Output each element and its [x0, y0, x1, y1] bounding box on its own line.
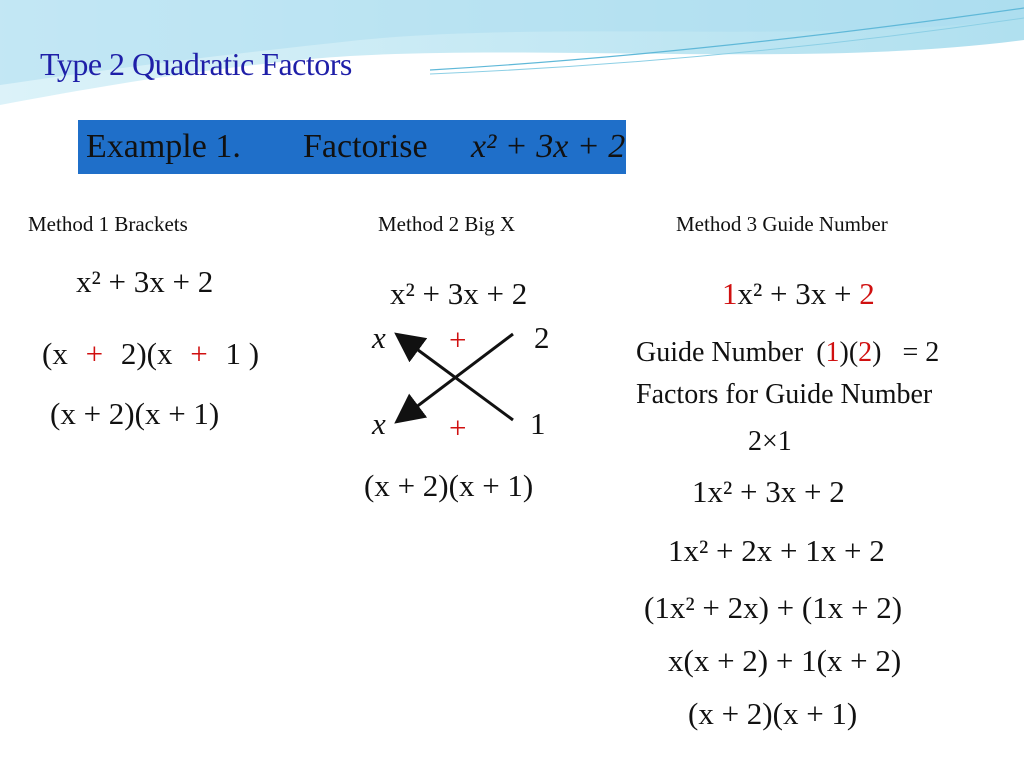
method1-const2: 1: [225, 336, 241, 371]
factors-value: 2×1: [748, 426, 792, 457]
instruction-label: Factorise: [303, 128, 428, 165]
banner-expression-text: x² + 3x + 2: [471, 128, 626, 165]
method3-step-1: 1x² + 3x + 2: [692, 474, 845, 509]
method1-sign2: +: [190, 336, 208, 371]
method1-bracket-open: (x: [42, 336, 68, 371]
factors-label: Factors for Guide Number: [636, 379, 933, 410]
method1-heading: Method 1 Brackets: [28, 212, 188, 236]
page-title: Type 2 Quadratic Factors: [40, 46, 352, 82]
method1-sign1: +: [85, 336, 104, 371]
banner-expression: [471, 128, 625, 166]
guide-number-line: [636, 337, 939, 369]
method2-top-right: 2: [534, 320, 550, 355]
method2-top-left-text: x: [372, 320, 386, 355]
method2-bottom-sign: +: [449, 410, 467, 445]
method2-heading: Method 2 Big X: [378, 212, 516, 236]
guide-close: ): [872, 337, 882, 368]
method2-expression: x² + 3x + 2: [390, 276, 528, 311]
method1-const1: 2: [120, 336, 137, 371]
guide-a: 1: [825, 337, 840, 368]
method1-brackets: [42, 336, 259, 372]
method2-top-sign: +: [449, 322, 467, 357]
method2-bottom-left: [372, 406, 386, 442]
method1-answer: (x + 2)(x + 1): [50, 396, 220, 431]
method3-heading: Method 3 Guide Number: [676, 212, 888, 236]
example-label: Example 1.: [86, 128, 241, 165]
guide-result: = 2: [902, 337, 940, 368]
method1-bracket-mid: )(x: [136, 336, 173, 371]
guide-open: (: [816, 337, 826, 368]
method1-bracket-close: ): [248, 336, 260, 371]
method3-step-5: (x + 2)(x + 1): [688, 696, 858, 731]
example-banner: [78, 120, 626, 174]
method3-expression: [722, 276, 875, 312]
method3-coef: 1: [722, 276, 738, 311]
method3-step-2: 1x² + 2x + 1x + 2: [668, 533, 885, 568]
method2-bottom-right: 1: [530, 406, 546, 441]
guide-mid: )(: [839, 337, 859, 368]
method2-bottom-left-text: x: [372, 406, 386, 441]
method1-expression: x² + 3x + 2: [76, 264, 214, 299]
guide-b: 2: [858, 337, 873, 368]
method3-const: 2: [859, 276, 875, 311]
method2-answer: (x + 2)(x + 1): [364, 468, 534, 503]
guide-number-label: Guide Number: [636, 337, 804, 368]
method2-top-left: [372, 320, 386, 356]
method3-step-3: (1x² + 2x) + (1x + 2): [644, 590, 903, 625]
method3-expr-mid: x² + 3x +: [737, 276, 860, 311]
method3-step-4: x(x + 2) + 1(x + 2): [668, 643, 902, 678]
